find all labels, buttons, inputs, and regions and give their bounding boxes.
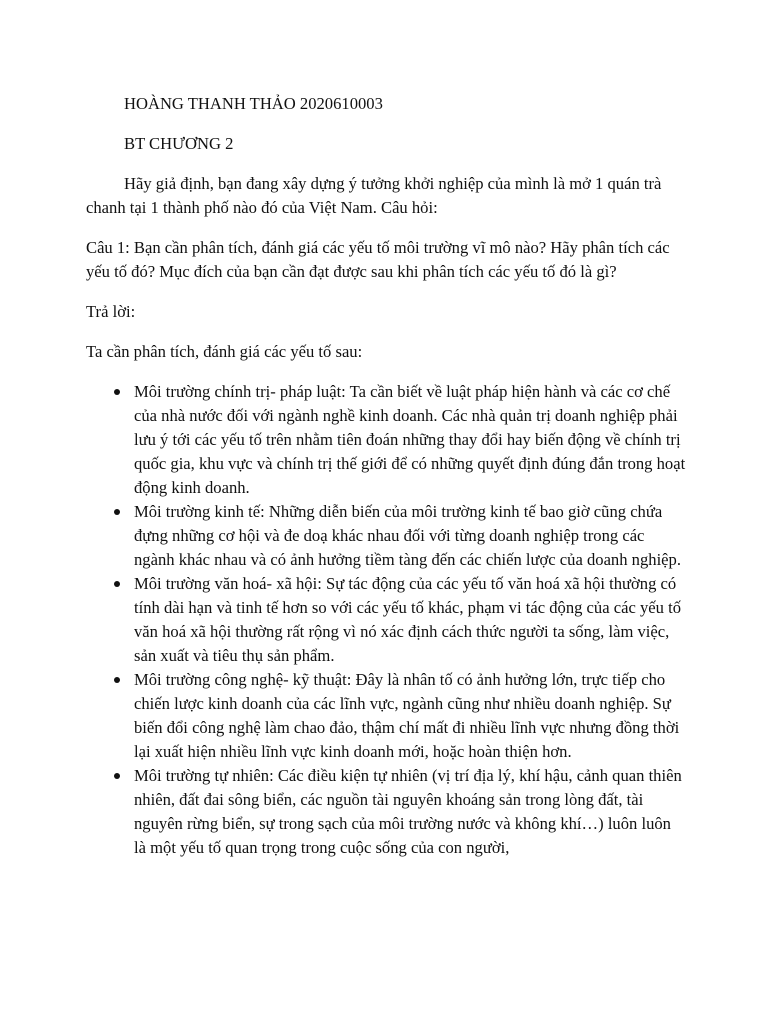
bullet-icon bbox=[114, 677, 120, 683]
list-item bbox=[86, 764, 686, 860]
list-item bbox=[86, 500, 686, 572]
list-item-text: Môi trường công nghệ- kỹ thuật: Đây là nhân tố có ảnh hưởng lớn, trực tiếp cho chiến lược kinh doanh của các lĩnh vực, ngành cũng như nhiều doanh nghiệp. Sự biến đổi công nghệ làm chao đảo, thậm chí mất đi nhiều lĩnh vực nhưng đồng thời lại xuất hiện nhiều lĩnh vực kinh doanh mới, hoặc hoàn thiện hơn. bbox=[134, 670, 680, 761]
list-item-text: Môi trường văn hoá- xã hội: Sự tác động của các yếu tố văn hoá xã hội thường có tính dài hạn và tinh tế hơn so với các yếu tố khác, phạm vi tác động của các yếu tố văn hoá xã hội thường rất rộng vì nó xác định cách thức người ta sống, làm việc, sản xuất và tiêu thụ sản phẩm. bbox=[134, 574, 681, 665]
list-item bbox=[86, 380, 686, 500]
intro-paragraph: Hãy giả định, bạn đang xây dựng ý tưởng khởi nghiệp của mình là mở 1 quán trà chanh tại 1 thành phố nào đó của Việt Nam. Câu hỏi: bbox=[86, 174, 662, 217]
list-item-text: Môi trường tự nhiên: Các điều kiện tự nhiên (vị trí địa lý, khí hậu, cảnh quan thiên nhiên, đất đai sông biển, các nguồn tài nguyên khoáng sản trong lòng đất, tài nguyên rừng biển, sự trong sạch của môi trường nước và không khí…) luôn luôn là một yếu tố quan trọng trong cuộc sống của con người, bbox=[134, 766, 682, 857]
question-paragraph: Câu 1: Bạn cần phân tích, đánh giá các yếu tố môi trường vĩ mô nào? Hãy phân tích các yếu tố đó? Mục đích của bạn cần đạt được sau khi phân tích các yếu tố đó là gì? bbox=[86, 238, 670, 281]
list-item-text: Môi trường kinh tế: Những diễn biến của môi trường kinh tế bao giờ cũng chứa đựng những cơ hội và đe doạ khác nhau đối với từng doanh nghiệp trong các ngành khác nhau và có ảnh hưởng tiềm tàng đến các chiến lược của doanh nghiệp. bbox=[134, 502, 681, 569]
assignment-title: BT CHƯƠNG 2 bbox=[124, 134, 234, 153]
answer-label: Trả lời: bbox=[86, 302, 136, 321]
author-line: HOÀNG THANH THẢO 2020610003 bbox=[124, 94, 383, 113]
list-item-text: Môi trường chính trị- pháp luật: Ta cần biết về luật pháp hiện hành và các cơ chế của nhà nước đối với ngành nghề kinh doanh. Các nhà quản trị doanh nghiệp phải lưu ý tới các yếu tố trên nhằm tiên đoán những thay đổi hay biến động về chính trị quốc gia, khu vực và chính trị thế giới để có những quyết định đúng đắn trong hoạt động kinh doanh. bbox=[134, 382, 686, 497]
bullet-icon bbox=[114, 509, 120, 515]
document-body bbox=[86, 92, 686, 860]
bullet-icon bbox=[114, 389, 120, 395]
answer-lead: Ta cần phân tích, đánh giá các yếu tố sau: bbox=[86, 342, 363, 361]
list-item bbox=[86, 572, 686, 668]
factor-list bbox=[86, 380, 686, 860]
list-item bbox=[86, 668, 686, 764]
bullet-icon bbox=[114, 581, 120, 587]
bullet-icon bbox=[114, 773, 120, 779]
